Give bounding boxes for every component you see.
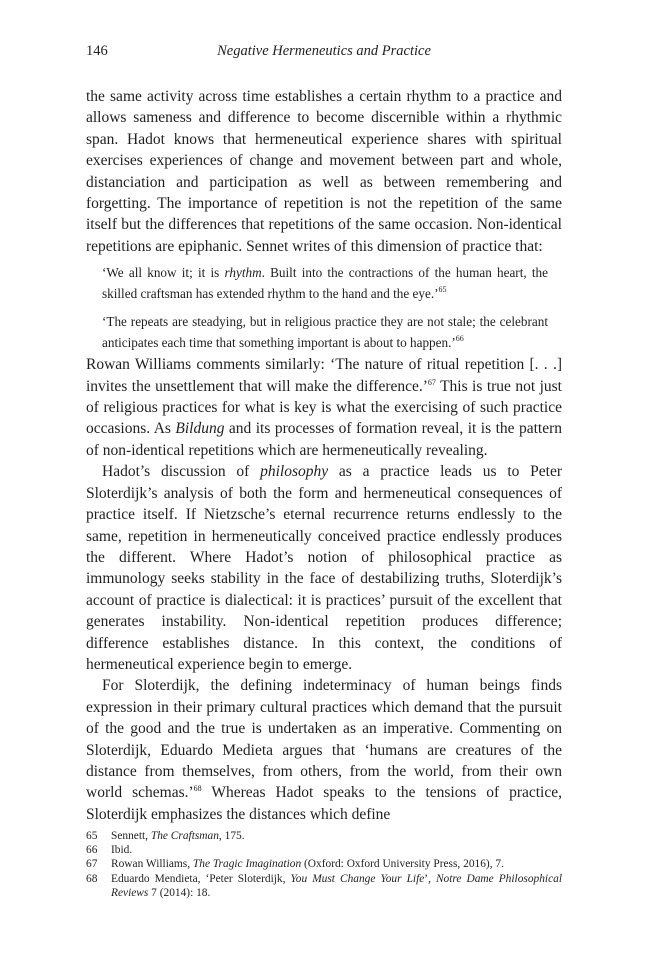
footnote	[86, 829, 562, 843]
emphasis: philosophy	[260, 463, 329, 481]
emphasis: rhythm	[224, 265, 262, 281]
block-quote: ‘The repeats are steadying, but in religious practice they are not stale; the celebrant anticipates each time that something important is about to happen.’$^{66}$	[102, 314, 548, 350]
footnote	[86, 857, 562, 871]
main-text	[86, 86, 562, 825]
page-header	[86, 43, 562, 65]
footnotes	[86, 829, 562, 900]
paragraph: For Sloterdijk, the defining indeterminacy of human beings finds expression in their primary cultural practices which demand that the pursuit of the good and the true is undertaken as an imperative. Commenting on Sloterdijk, Eduardo Medieta argues that ‘humans are creatures of the distance from themselves, from others, from the world, from their own world schemas.’$^{68}$ Whereas Hadot speaks to the tensions of practice, Sloterdijk emphasizes the distances which define	[86, 677, 562, 823]
footnote-ref: 68	[193, 784, 202, 794]
footnote-text: Sennett, The Craftsman, 175.	[111, 830, 245, 842]
page-number: 146	[86, 43, 108, 59]
footnote	[86, 872, 562, 900]
paragraph: the same activity across time establishes a certain rhythm to a practice and allows sameness and difference to become discernible within a rhythmic span. Hadot knows that hermeneutical experience shares with spiritual exercises experiences of change and movement between part and whole, distanciation and participation as well as between remembering and forgetting. The importance of repetition is not the repetition of the same itself but the differences that repetitions of the same occasion. Non-identical repetitions are epiphanic. Sennet writes of this dimension of practice that:	[86, 88, 562, 255]
paragraph: Rowan Williams comments similarly: ‘The nature of ritual repetition [. . .] invites the unsettlement that will make the difference.’$^{67}$ This is true not just of religious practices for what is key is what the exercising of such practice occasions. As Bildung and its processes of formation reveal, it is the pattern of non-identical repetitions which are hermeneutically revealing.	[86, 356, 562, 459]
footnote-ref: 67	[427, 377, 436, 387]
footnote-number: 66	[86, 844, 98, 857]
paragraph: Hadot’s discussion of philosophy as a practice leads us to Peter Sloterdijk’s analysis of both the form and hermeneutical consequences of practice itself. If Nietzsche’s eternal recurrence returns endlessly to the same, repetition in hermeneutically conceived practice endlessly produces the different. Where Hadot’s notion of philosophical practice as immunology seeks stability in the face of destabilizing truths, Sloterdijk’s account of practice is dialectical: it is practices’ pursuit of the excellent that generates instability. Non-identical repetition produces difference; difference establishes distance. In this context, the conditions of hermeneutical experience begin to emerge.	[86, 463, 563, 673]
footnote-number: 65	[86, 830, 98, 842]
emphasis: Bildung	[175, 420, 225, 438]
footnote-text: Ibid.	[111, 844, 133, 857]
footnote-number: 68	[86, 872, 98, 885]
footnote-ref: 66	[455, 333, 464, 343]
running-title: Negative Hermeneutics and Practice	[217, 43, 431, 59]
footnote-text: Eduardo Mendieta, ‘Peter Sloterdijk, You Must Change Your Life’, Notre Dame Philosophical Reviews 7 (2014): 18.	[111, 872, 562, 899]
footnote	[86, 843, 562, 857]
block-quote: ‘We all know it; it is rhythm. Built into the contractions of the human heart, the skilled craftsman has extended rhythm to the hand and the eye.’$^{65}$	[102, 265, 548, 301]
footnote-number: 67	[86, 858, 98, 871]
footnote-ref: 65	[438, 284, 447, 294]
footnote-text: Rowan Williams, The Tragic Imagination (Oxford: Oxford University Press, 2016), 7.	[111, 858, 504, 871]
